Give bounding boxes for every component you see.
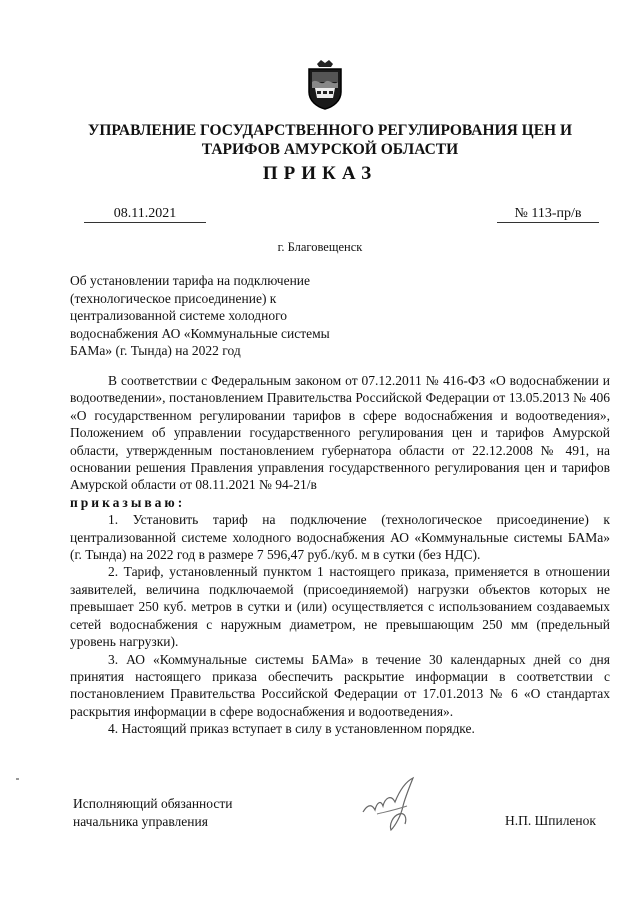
signatory-position <box>73 795 232 831</box>
signatory-name: Н.П. Шпиленок <box>505 813 596 828</box>
preamble-paragraph: В соответствии с Федеральным законом от 07.12.2011 № 416-ФЗ «О водоснабжении и водоотведении», постановлением Правительства Российской Федерации от 13.05.2013 № 406 «О государственном регулировании тарифов в сфере водоснабжения и водоотведения», Положением об управлении государственного регулирования цен и тарифов Амурской области, утвержденным постановлением губернатора области от 22.12.2008 № 491, на основании решения Правления управления государственного регулирования цен и тарифов Амурской области от 08.11.2021 № 94-21/в <box>70 373 610 493</box>
document-city: г. Благовещенск <box>277 240 363 254</box>
document-type-title: ПРИКАЗ <box>262 163 378 184</box>
scan-speck <box>16 778 19 780</box>
signatory-position-line1: Исполняющий обязанности <box>73 796 233 811</box>
order-item-2: 2. Тариф, установленный пунктом 1 настоящего приказа, применяется в отношении заявителей, величина подключаемой (присоединяемой) нагрузки объектов которых не превышает 250 куб. метров в сутки и (или) осуществляется с использованием создаваемых сетей водоснабжения с наружным диаметром, не превышающим 250 мм (предельный уровень нагрузки). <box>70 564 610 650</box>
order-item-4: 4. Настоящий приказ вступает в силу в установленном порядке. <box>108 721 475 737</box>
document-number: № 113-пр/в <box>497 206 599 223</box>
agency-name-line2: ТАРИФОВ АМУРСКОЙ ОБЛАСТИ <box>201 141 459 158</box>
coat-of-arms-emblem <box>303 58 347 110</box>
document-subject: Об установлении тарифа на подключение (технологическое присоединение) к централизованной системе холодного водоснабжения АО «Коммунальные системы БАМа» (г. Тында) на 2022 год <box>70 273 330 358</box>
order-item-3: 3. АО «Коммунальные системы БАМа» в течение 30 календарных дней со дня принятия настоящего приказа обеспечить раскрытие информации в соответствии с постановлением Правительства Российской Федерации от 17.01.2013 № 6 «О стандартах раскрытия информации в сфере водоснабжения и водоотведения». <box>70 651 610 719</box>
handwritten-signature <box>355 772 435 834</box>
order-item-1: 1. Установить тариф на подключение (технологическое присоединение) к централизованной системе холодного водоснабжения АО «Коммунальные системы БАМа» (г. Тында) на 2022 год в размере 7 596,47 руб./куб. м в сутки (без НДС). <box>70 512 610 563</box>
document-date: 08.11.2021 <box>84 206 206 223</box>
signatory-position-line2: начальника управления <box>73 814 208 829</box>
agency-name-line1: УПРАВЛЕНИЕ ГОСУДАРСТВЕННОГО РЕГУЛИРОВАНИЯ ЦЕН И <box>87 122 573 139</box>
document-body <box>70 372 610 738</box>
order-word: приказываю: <box>70 494 186 510</box>
